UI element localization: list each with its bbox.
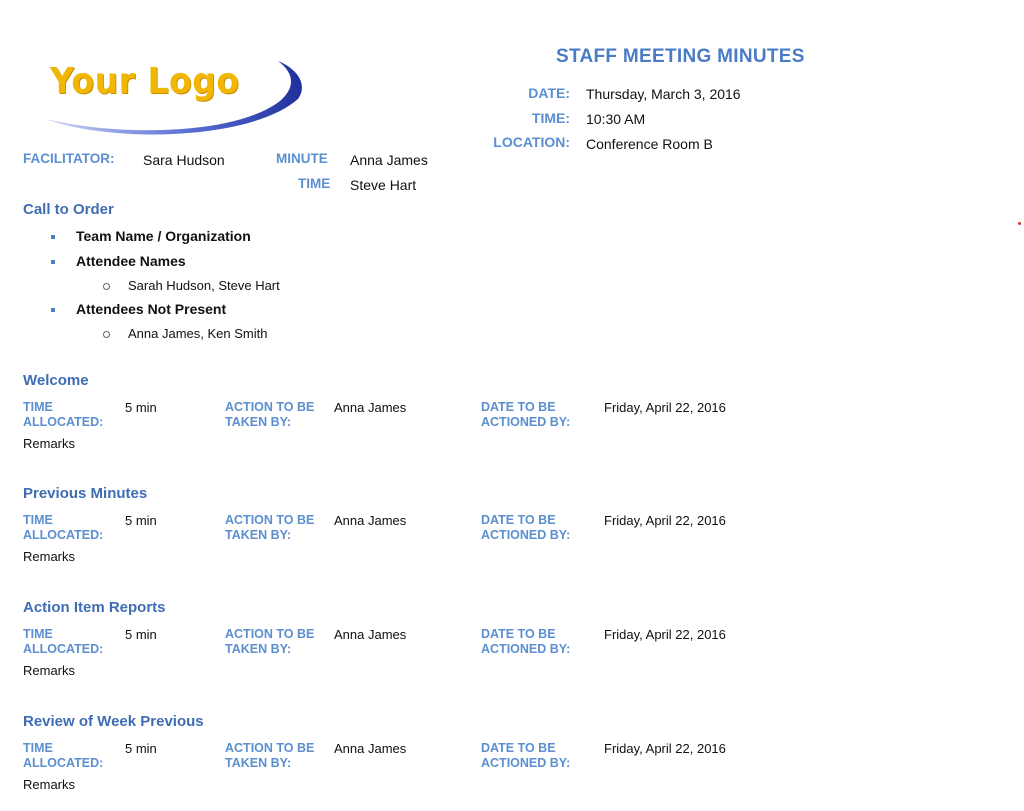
time-allocated-value: 5 min (125, 513, 157, 528)
time-allocated-label: TIME ALLOCATED: (23, 400, 104, 429)
square-bullet-icon (51, 235, 55, 239)
time-allocated-label: TIME ALLOCATED: (23, 627, 104, 656)
date-actioned-by-label: DATE TO BE ACTIONED BY: (481, 627, 571, 656)
remarks-text: Remarks (23, 777, 76, 792)
agenda-section-previous-minutes (0, 485, 1024, 575)
list-item: Team Name / Organization (76, 228, 251, 244)
section-heading: Previous Minutes (23, 485, 148, 502)
logo (40, 55, 305, 140)
square-bullet-icon (51, 308, 55, 312)
action-taken-by-label: ACTION TO BE TAKEN BY: (225, 400, 315, 429)
minute-label: MINUTE (276, 151, 328, 166)
circle-bullet-icon (103, 283, 110, 290)
time-allocated-value: 5 min (125, 627, 157, 642)
list-item: Attendees Not Present (76, 301, 227, 317)
date-actioned-by-value: Friday, April 22, 2016 (604, 513, 726, 528)
action-taken-by-value: Anna James (334, 741, 407, 756)
time-keeper-value: Steve Hart (350, 177, 417, 193)
action-taken-by-value: Anna James (334, 627, 407, 642)
date-actioned-by-label: DATE TO BE ACTIONED BY: (481, 513, 571, 542)
action-taken-by-label: ACTION TO BE TAKEN BY: (225, 741, 315, 770)
time-allocated-label: TIME ALLOCATED: (23, 513, 104, 542)
stray-dot (1018, 222, 1021, 225)
time-value: 10:30 AM (586, 111, 646, 127)
date-actioned-by-value: Friday, April 22, 2016 (604, 627, 726, 642)
call-to-order-heading: Call to Order (23, 201, 114, 218)
action-taken-by-value: Anna James (334, 400, 407, 415)
agenda-section-review-week-previous (0, 713, 1024, 803)
action-taken-by-value: Anna James (334, 513, 407, 528)
facilitator-label: FACILITATOR: (23, 151, 115, 166)
circle-bullet-icon (103, 331, 110, 338)
agenda-section-action-item-reports (0, 599, 1024, 689)
remarks-text: Remarks (23, 436, 76, 451)
remarks-text: Remarks (23, 549, 76, 564)
remarks-text: Remarks (23, 663, 76, 678)
date-actioned-by-value: Friday, April 22, 2016 (604, 741, 726, 756)
location-value: Conference Room B (586, 136, 713, 152)
list-item: Attendee Names (76, 253, 186, 269)
time-allocated-value: 5 min (125, 400, 157, 415)
action-taken-by-label: ACTION TO BE TAKEN BY: (225, 627, 315, 656)
action-taken-by-label: ACTION TO BE TAKEN BY: (225, 513, 315, 542)
date-value: Thursday, March 3, 2016 (586, 86, 741, 102)
section-heading: Welcome (23, 372, 89, 389)
minute-value: Anna James (350, 152, 428, 168)
agenda-section-welcome (0, 372, 1024, 462)
list-subitem: Sarah Hudson, Steve Hart (128, 278, 280, 293)
time-label: TIME: (531, 110, 570, 126)
time-allocated-value: 5 min (125, 741, 157, 756)
date-actioned-by-label: DATE TO BE ACTIONED BY: (481, 741, 571, 770)
date-actioned-by-value: Friday, April 22, 2016 (604, 400, 726, 415)
section-heading: Review of Week Previous (23, 713, 204, 730)
date-actioned-by-label: DATE TO BE ACTIONED BY: (481, 400, 571, 429)
page-title: STAFF MEETING MINUTES (556, 46, 805, 67)
facilitator-value: Sara Hudson (143, 152, 225, 168)
date-label: DATE: (528, 85, 570, 101)
logo-text: Your Logo (50, 61, 240, 102)
section-heading: Action Item Reports (23, 599, 166, 616)
square-bullet-icon (51, 260, 55, 264)
time-allocated-label: TIME ALLOCATED: (23, 741, 104, 770)
location-label: LOCATION: (493, 134, 570, 150)
time-keeper-label: TIME (298, 176, 331, 191)
list-subitem: Anna James, Ken Smith (128, 326, 268, 341)
